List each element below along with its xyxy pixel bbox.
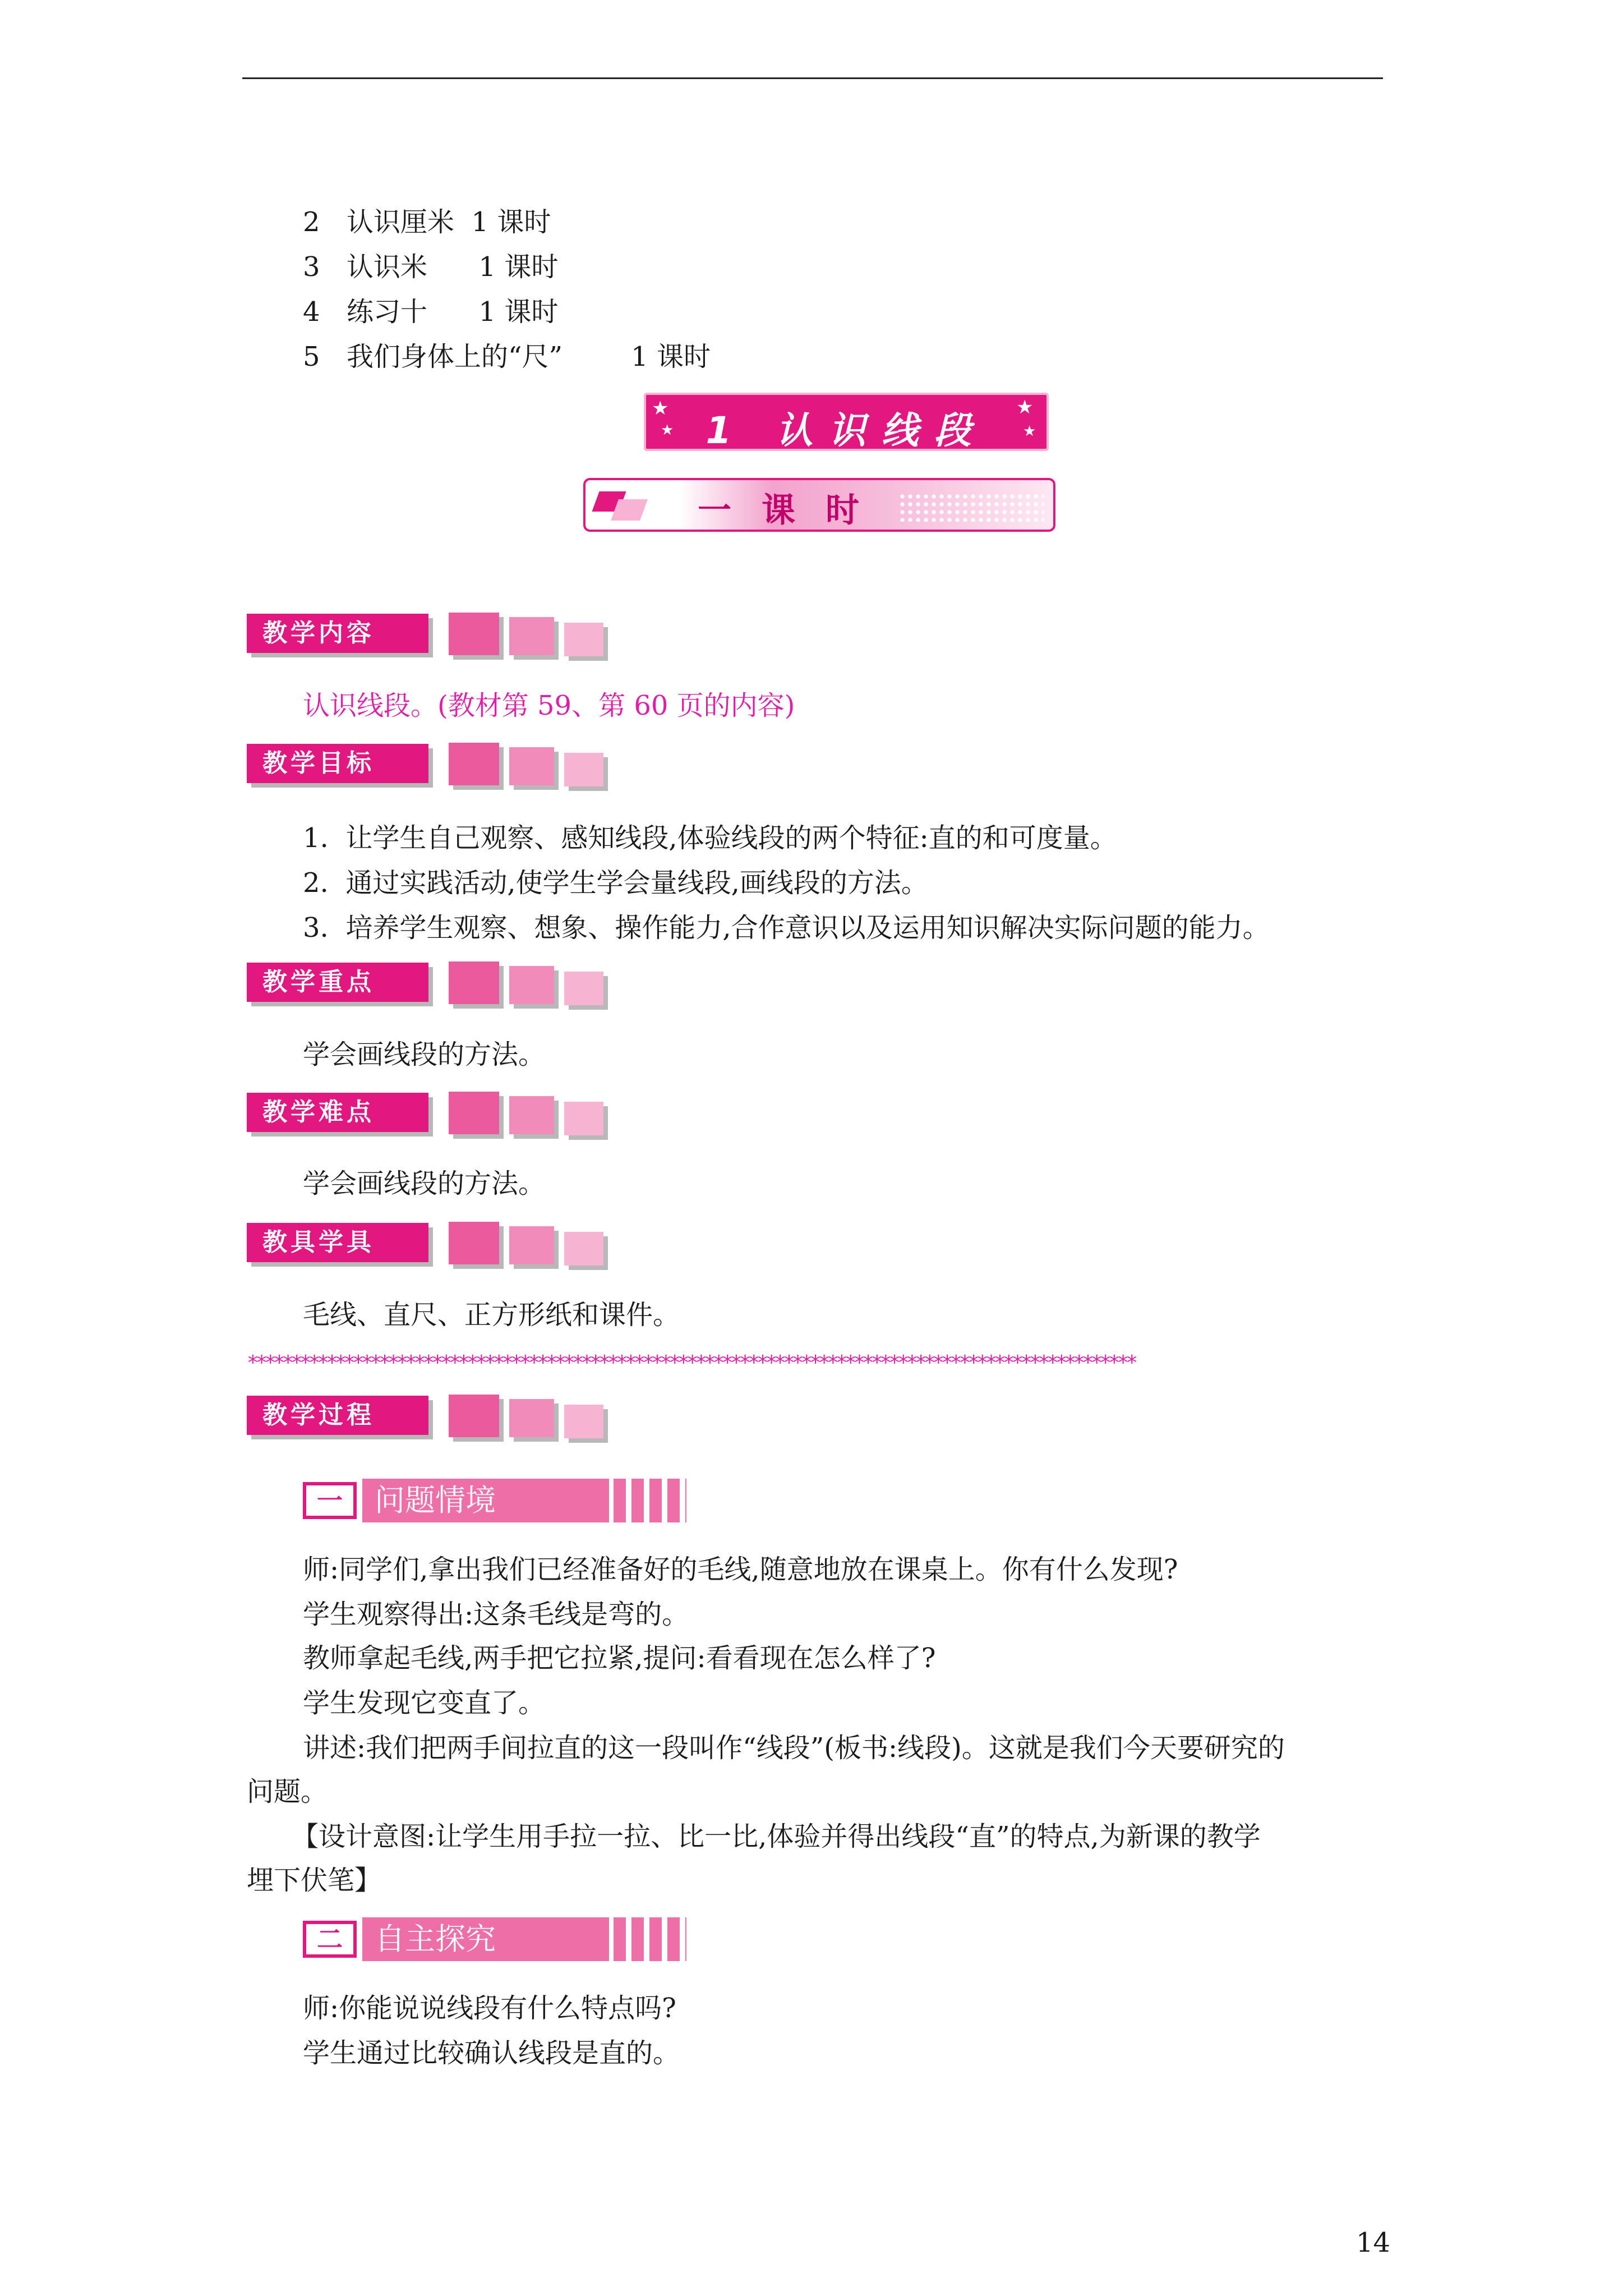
paragraph: 【设计意图:让学生用手拉一拉、比一比,体验并得出线段“直”的特点,为新课的教学	[292, 1821, 1261, 1852]
toc-item: 5 我们身体上的“尺” 1 课时	[303, 341, 711, 372]
section-header-difficulty	[247, 1093, 639, 1143]
decor-block	[449, 743, 499, 785]
section-label: 教学重点	[247, 963, 428, 1002]
decor-block	[564, 1102, 603, 1135]
period-label: 一课时	[698, 491, 889, 530]
section-label: 教学目标	[247, 744, 428, 783]
decor-stripes	[614, 1917, 686, 1961]
decor-block	[449, 961, 499, 1004]
section-header-goals	[247, 744, 639, 794]
step-title: 自主探究	[362, 1917, 609, 1961]
decor-block	[509, 966, 554, 1004]
star-icon: ★	[661, 422, 674, 439]
difficulty-text: 学会画线段的方法。	[303, 1168, 546, 1199]
step-header-2	[303, 1917, 690, 1962]
section-label: 教具学具	[247, 1223, 428, 1262]
section-header-process	[247, 1396, 639, 1446]
tools-text: 毛线、直尺、正方形纸和课件。	[303, 1299, 680, 1331]
decor-block	[564, 972, 603, 1005]
decor-dots	[898, 493, 1044, 522]
decor-block	[449, 613, 499, 655]
toc-item: 4 练习十 1 课时	[303, 296, 559, 328]
star-divider: *****************************************************************************************************	[247, 1352, 1135, 1374]
toc-item: 3 认识米 1 课时	[303, 251, 559, 283]
decor-block	[509, 1399, 554, 1437]
section-label: 教学难点	[247, 1093, 428, 1132]
decor-block	[509, 617, 554, 655]
step-number: 二	[303, 1921, 357, 1958]
page-number: 14	[1356, 2227, 1391, 2258]
star-icon: ★	[1023, 423, 1036, 440]
section-header-content	[247, 614, 639, 664]
decor-block	[509, 747, 554, 785]
decor-block	[449, 1395, 499, 1437]
period-banner	[583, 478, 1055, 532]
decor-block	[509, 1226, 554, 1264]
section-label: 教学过程	[247, 1396, 428, 1435]
paragraph: 师:同学们,拿出我们已经准备好的毛线,随意地放在课桌上。你有什么发现?	[303, 1554, 1178, 1585]
section-header-tools	[247, 1223, 639, 1273]
key-text: 学会画线段的方法。	[303, 1039, 546, 1070]
paragraph: 学生通过比较确认线段是直的。	[303, 2037, 680, 2069]
star-icon: ★	[1016, 396, 1034, 418]
section-label: 教学内容	[247, 614, 428, 653]
decor-block	[509, 1096, 554, 1134]
paragraph: 问题。	[247, 1776, 328, 1807]
step-header-1	[303, 1479, 690, 1524]
step-title: 问题情境	[362, 1479, 609, 1522]
decor-stripes	[614, 1479, 686, 1522]
lesson-title: 1 认识线段	[706, 409, 987, 452]
paragraph: 师:你能说说线段有什么特点吗?	[303, 1993, 676, 2024]
toc-item: 2 认识厘米 1 课时	[303, 206, 551, 238]
step-number: 一	[303, 1482, 357, 1519]
goal-item: 2. 通过实践活动,使学生学会量线段,画线段的方法。	[303, 867, 928, 899]
goal-item: 1. 让学生自己观察、感知线段,体验线段的两个特征:直的和可度量。	[303, 822, 1117, 854]
paragraph: 讲述:我们把两手间拉直的这一段叫作“线段”(板书:线段)。这就是我们今天要研究的	[303, 1732, 1285, 1764]
goal-item: 3. 培养学生观察、想象、操作能力,合作意识以及运用知识解决实际问题的能力。	[303, 912, 1270, 944]
paragraph: 学生观察得出:这条毛线是弯的。	[303, 1599, 689, 1630]
decor-block	[564, 623, 603, 656]
star-icon: ★	[652, 397, 669, 420]
lesson-title-banner	[644, 393, 1049, 451]
paragraph: 埋下伏笔】	[247, 1865, 382, 1896]
decor-block	[564, 1405, 603, 1438]
content-text: 认识线段。(教材第 59、第 60 页的内容)	[303, 690, 795, 721]
paragraph: 教师拿起毛线,两手把它拉紧,提问:看看现在怎么样了?	[303, 1642, 936, 1674]
decor-block	[449, 1092, 499, 1134]
decor-block	[564, 753, 603, 786]
decor-block	[564, 1232, 603, 1266]
decor-block	[449, 1222, 499, 1264]
paragraph: 学生发现它变直了。	[303, 1687, 546, 1719]
header-rule	[242, 77, 1383, 79]
section-header-key	[247, 963, 639, 1013]
